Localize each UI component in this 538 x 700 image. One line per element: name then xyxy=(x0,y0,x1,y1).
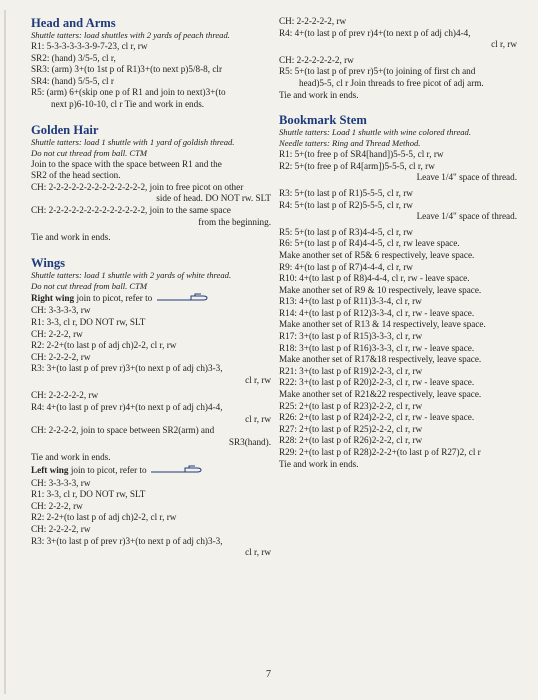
stem-line: R17: 3+(to last p of R15)3-3-3, cl r, rw xyxy=(279,331,423,342)
right-column xyxy=(279,16,517,470)
stem-line: R21: 3+(to last p of R19)2-2-3, cl r, rw xyxy=(279,365,423,376)
stem-line: R10: 4+(to last p of R8)4-4-4, cl r, rw - leave space. xyxy=(279,273,470,284)
right-wing-line: CH: 2-2-2-2, join to space between SR2(arm) and xyxy=(31,425,215,436)
stem-end: Tie and work in ends. xyxy=(279,458,359,469)
head-arms-line-cont: next p)6-10-10, cl r Tie and work in ends. xyxy=(51,98,205,109)
head-arms-title: Head and Arms xyxy=(31,16,116,30)
right-wing-line: CH: 3-3-3-3, rw xyxy=(31,305,91,316)
stem-line: R1: 5+(to free p of SR4[hand])5-5-5, cl r, rw xyxy=(279,149,444,160)
right-wing-line-cont: SR3(hand). xyxy=(228,436,271,447)
right-wing-line-cont: cl r, rw xyxy=(245,374,271,385)
wing-cont-line-cont: cl r, rw xyxy=(491,39,517,50)
head-arms-line: SR2: (hand) 3/5-5, cl r, xyxy=(31,52,116,63)
pointing-hand-icon xyxy=(151,464,207,478)
stem-line: R6: 5+(to last p of R4)4-4-5, cl r, rw leave space. xyxy=(279,238,460,249)
stem-leave-space: Leave 1/4" space of thread. xyxy=(416,211,517,222)
right-wing-line-cont: cl r, rw xyxy=(245,413,271,424)
stem-line: R13: 4+(to last p of R11)3-3-4, cl r, rw xyxy=(279,296,422,307)
stem-line: R27: 2+(to last p of R25)2-2-2, cl r, rw xyxy=(279,423,423,434)
left-wing-line: CH: 3-3-3-3, rw xyxy=(31,477,91,488)
stem-line: R9: 4+(to last p of R7)4-4-4, cl r, rw xyxy=(279,261,413,272)
left-wing-line: R2: 2-2+(to last p of adj ch)2-2, cl r, rw xyxy=(31,512,177,523)
wings-title: Wings xyxy=(31,255,66,270)
stem-line: R14: 4+(to last p of R12)3-3-4, cl r, rw - leave space. xyxy=(279,307,475,318)
right-wing-line: R1: 3-3, cl r, DO NOT rw, SLT xyxy=(31,316,146,327)
right-wing-line: R3: 3+(to last p of prev r)3+(to next p of adj ch)3-3, xyxy=(31,363,223,374)
golden-hair-instructions: Do not cut thread from ball. CTM xyxy=(31,147,148,158)
page-number: 7 xyxy=(266,669,271,680)
stem-line: R18: 3+(to last p of R16)3-3-3, cl r, rw - leave space. xyxy=(279,342,475,353)
left-wing-line: R1: 3-3, cl r, DO NOT rw, SLT xyxy=(31,489,146,500)
stem-line: R5: 5+(to last p of R3)4-4-5, cl r, rw xyxy=(279,226,413,237)
right-wing-line: R4: 4+(to last p of prev r)4+(to next p of adj ch)4-4, xyxy=(31,402,223,413)
left-wing-label: Left wing xyxy=(31,464,69,475)
stem-line: Make another set of R5& 6 respectively, leave space. xyxy=(279,249,475,260)
right-wing-line: CH: 2-2-2-2, rw xyxy=(31,351,91,362)
right-wing-label: Right wing xyxy=(31,292,75,303)
stem-line: R28: 2+(to last p of R26)2-2-2, cl r, rw xyxy=(279,435,423,446)
stem-line: R29: 2+(to last p of R28)2-2-2+(to last p of R27)2, cl r xyxy=(279,447,481,457)
left-wing-line: R3: 3+(to last p of prev r)3+(to next p of adj ch)3-3, xyxy=(31,535,223,546)
right-wing-line: CH: 2-2-2, rw xyxy=(31,328,83,339)
left-wing-line: CH: 2-2-2-2, rw xyxy=(31,524,91,534)
pointing-hand-icon xyxy=(157,292,213,306)
bookmark-stem-title: Bookmark Stem xyxy=(279,113,367,128)
wings-instructions: Shuttle tatters: load 1 shuttle with 2 yards of white thread. xyxy=(31,269,232,280)
golden-hair-line: Join to the space with the space between R1 and the xyxy=(31,158,222,169)
stem-line: R4: 5+(to last p of R2)5-5-5, cl r, rw xyxy=(279,199,413,210)
right-wing-line: R2: 2-2+(to last p of adj ch)2-2, cl r, rw xyxy=(31,340,177,351)
right-wing-line: CH: 2-2-2-2-2, rw xyxy=(31,390,99,401)
stem-line: R26: 2+(to last p of R24)2-2-2, cl r, rw - leave space. xyxy=(279,412,475,423)
wing-cont-line: CH: 2-2-2-2-2, rw xyxy=(279,16,347,26)
right-wing-heading xyxy=(31,292,271,306)
left-wing-heading xyxy=(31,464,271,478)
wing-cont-line: R4: 4+(to last p of prev r)4+(to next p of adj ch)4-4, xyxy=(279,27,471,38)
left-wing-line-cont: cl r, rw xyxy=(245,547,271,558)
golden-hair-instructions: Shuttle tatters: load 1 shuttle with 1 yard of goldish thread. xyxy=(31,136,235,147)
stem-line: R2: 5+(to free p of R4[arm])5-5-5, cl r, rw xyxy=(279,160,435,171)
right-wing-rest: join to picot, refer to xyxy=(74,292,153,303)
head-arms-line: SR3: (arm) 3+(to 1st p of R1)3+(to next p)5/8-8, clr xyxy=(31,64,223,75)
left-wing-rest: join to picot, refer to xyxy=(68,464,147,475)
stem-line: R25: 2+(to last p of R23)2-2-2, cl r, rw xyxy=(279,400,423,411)
wing-cont-line: R5: 5+(to last p of prev r)5+(to joining of first ch and xyxy=(279,66,476,77)
page-edge-shadow xyxy=(4,10,6,694)
stem-line: Make another set of R21&22 respectively, leave space. xyxy=(279,389,482,400)
wing-cont-line-cont: head)5-5, cl r Join threads to free picot of adj arm. xyxy=(299,77,484,88)
wing-cont-end: Tie and work in ends. xyxy=(279,89,359,100)
stem-leave-space: Leave 1/4" space of thread. xyxy=(416,172,517,183)
left-column xyxy=(31,16,271,559)
wing-cont-line: CH: 2-2-2-2-2-2, rw xyxy=(279,54,354,65)
head-arms-line: R1: 5-3-3-3-3-3-9-7-23, cl r, rw xyxy=(31,41,148,51)
golden-hair-end: Tie and work in ends. xyxy=(31,232,111,243)
stem-instructions: Shuttle tatters: Load 1 shuttle with wine colored thread. xyxy=(279,127,471,138)
stem-line: Make another set of R9 & 10 respectively, leave space. xyxy=(279,284,482,295)
stem-line: Make another set of R17&18 respectively, leave space. xyxy=(279,354,482,365)
stem-line: R22: 3+(to last p of R20)2-2-3, cl r, rw - leave space. xyxy=(279,377,475,388)
wings-instructions: Do not cut thread from ball. CTM xyxy=(31,280,148,291)
left-wing-line: CH: 2-2-2, rw xyxy=(31,500,83,511)
golden-hair-title: Golden Hair xyxy=(31,122,99,137)
head-arms-line: R5: (arm) 6+(skip one p of R1 and join to next)3+(to xyxy=(31,87,226,98)
golden-hair-line-cont: from the beginning. xyxy=(198,216,271,227)
head-arms-instructions: Shuttle tatters: load shuttles with 2 yards of peach thread. xyxy=(31,30,230,40)
head-arms-line: SR4: (hand) 5/5-5, cl r xyxy=(31,75,114,86)
stem-line: Make another set of R13 & 14 respectively, leave space. xyxy=(279,319,486,330)
golden-hair-line: CH: 2-2-2-2-2-2-2-2-2-2-2-2-2, join to the same space xyxy=(31,204,231,215)
right-wing-end: Tie and work in ends. xyxy=(31,452,111,463)
stem-instructions: Needle tatters: Ring and Thread Method. xyxy=(279,138,421,149)
golden-hair-line-cont: side of head. DO NOT rw. SLT xyxy=(156,193,271,204)
golden-hair-line: SR2 of the head section. xyxy=(31,170,121,181)
stem-line: R3: 5+(to last p of R1)5-5-5, cl r, rw xyxy=(279,187,413,198)
golden-hair-line: CH: 2-2-2-2-2-2-2-2-2-2-2-2-2, join to free picot on other xyxy=(31,181,244,192)
